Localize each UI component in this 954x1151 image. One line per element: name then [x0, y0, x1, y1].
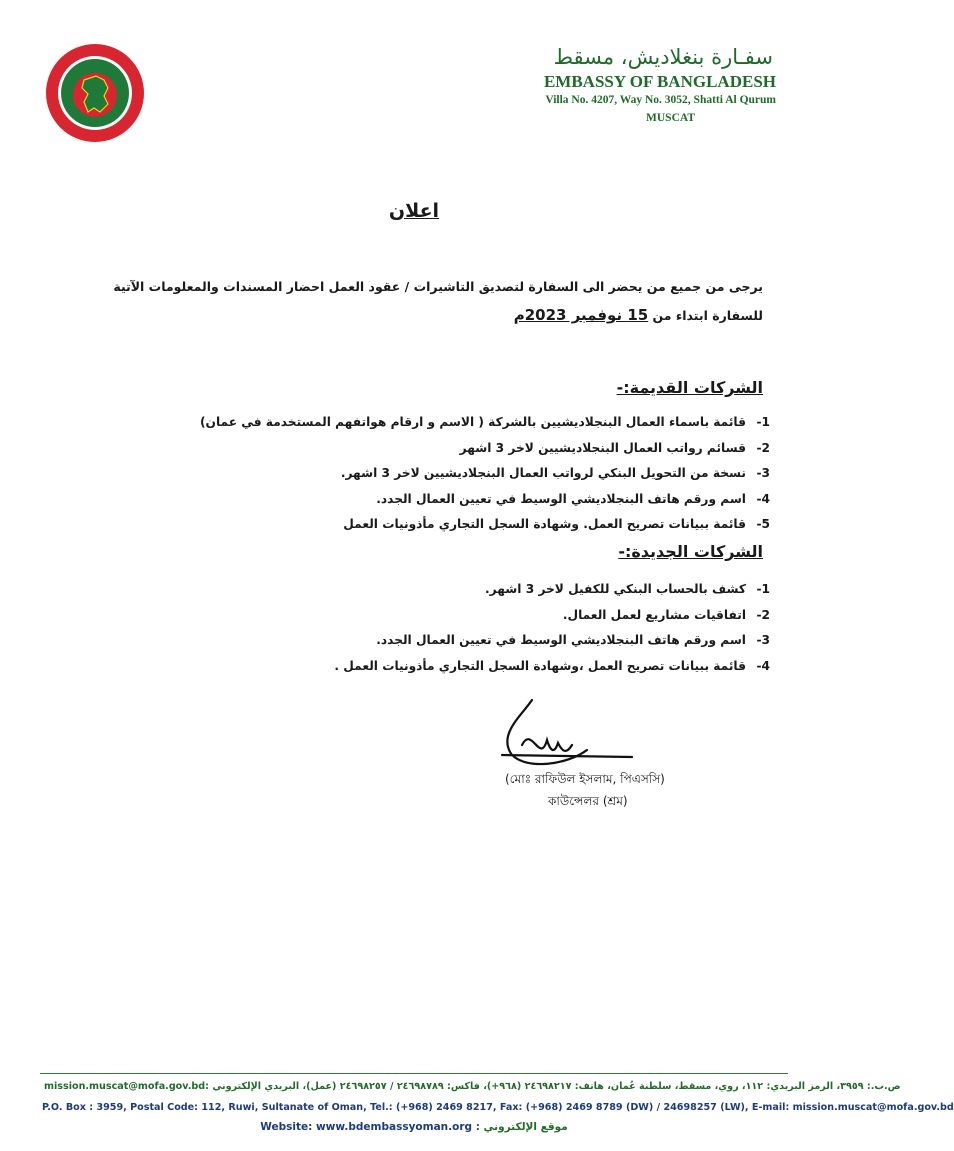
website-link[interactable]: Website: www.bdembassyoman.org	[260, 1121, 473, 1133]
footer-arabic-contact: ص.ب.: ٣٩٥٩، الرمز البريدي: ١١٢، روي، مسقط، سلطنة عُمان، هاتف: ٢٤٦٩٨٢١٧ (٩٦٨+)، فاكس: ٢٤٦٩٨٧٨٩ / ٢٤٦٩٨٢٥٧ (عمل)، البريدي الإلكتروني :	[205, 1081, 901, 1092]
old-companies-heading: الشركات القديمة:-	[616, 378, 763, 397]
list-item: 4-اسم ورقم هاتف البنجلاديشي الوسيط في تعيين العمال الجدد.	[376, 491, 770, 506]
intro-line-2-prefix: للسفارة ابتداء من	[652, 308, 763, 323]
list-item: 1-كشف بالحساب البنكي للكفيل لاخر 3 اشهر.	[485, 582, 770, 596]
embassy-arabic-name: سفـارة بنغلاديش، مسقط	[553, 45, 773, 69]
embassy-city: MUSCAT	[646, 112, 695, 124]
list-item: 1-قائمة باسماء العمال البنجلاديشيين بالشركة ( الاسم و ارقام هواتفهم المستخدمة في عمان)	[199, 415, 770, 429]
signatory-title: কাউন্সেলর (শ্রম)	[548, 794, 628, 808]
footer-divider	[40, 1073, 788, 1074]
list-item: 4-قائمة ببيانات تصريح العمل ،وشهادة السجل التجاري مأذونيات العمل .	[334, 658, 770, 673]
footer-line-arabic	[44, 1081, 901, 1092]
embassy-address: Villa No. 4207, Way No. 3052, Shatti Al Qurum	[545, 94, 776, 106]
announcement-title: اعلان	[388, 200, 440, 222]
website-arabic-label: : موقع الإلكتروني	[475, 1121, 568, 1133]
new-companies-heading: الشركات الجديدة:-	[618, 542, 763, 561]
list-item: 2-اتفاقيات مشاريع لعمل العمال.	[562, 607, 770, 622]
old-companies-list	[200, 410, 770, 538]
intro-line-1: يرجى من جميع من يحضر الى السفارة لتصديق التاشيرات / عقود العمل احضار المسندات والمعلومات الآتية	[113, 279, 763, 294]
list-item: 3-نسخة من التحويل البنكي لرواتب العمال البنجلاديشيين لاخر 3 اشهر.	[340, 466, 770, 480]
signature	[492, 695, 642, 773]
footer-english-contact: P.O. Box : 3959, Postal Code: 112, Ruwi, Sultanate of Oman, Tel.: (+968) 2469 8217, Fax: (+968) 2469 8789 (DW) / 24698257 (LW), E-mail: mission.muscat@mofa.gov.bd	[42, 1102, 954, 1113]
footer-website	[0, 1121, 828, 1133]
start-date: 15 نوفمبر 2023م	[513, 306, 649, 324]
list-item: 3-اسم ورقم هاتف البنجلاديشي الوسيط في تعيين العمال الجدد.	[376, 633, 770, 647]
intro-line-2	[63, 306, 763, 324]
signatory-name: (মোঃ রাফিউল ইসলাম, পিএসসি)	[505, 772, 665, 786]
list-item: 5-قائمة ببيانات تصريح العمل. وشهادة السجل التجاري مأذونيات العمل	[343, 517, 770, 531]
list-item: 2-قسائم رواتب العمال البنجلاديشيين لاخر 3 اشهر	[459, 440, 770, 455]
embassy-english-name: EMBASSY OF BANGLADESH	[543, 72, 776, 91]
new-companies-list	[334, 577, 770, 679]
government-emblem	[44, 42, 146, 144]
footer-email-link[interactable]: mission.muscat@mofa.gov.bd	[44, 1081, 206, 1092]
